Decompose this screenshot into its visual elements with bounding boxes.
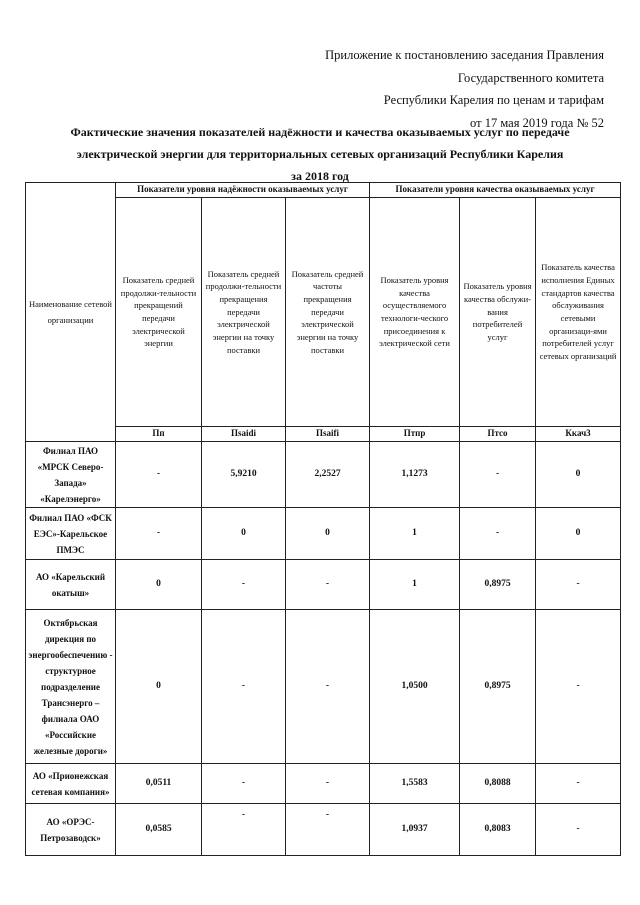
table-row bbox=[26, 560, 621, 610]
value-cell: 0,8083 bbox=[460, 804, 536, 856]
title-line-3: за 2018 год bbox=[291, 169, 349, 183]
value-cell: - bbox=[116, 442, 202, 508]
value-cell: - bbox=[286, 610, 370, 764]
quality-group-header: Показатели уровня качества оказываемых услуг bbox=[370, 183, 621, 198]
value-cell: 1,0937 bbox=[370, 804, 460, 856]
table-row bbox=[26, 610, 621, 764]
value-cell: 2,2527 bbox=[286, 442, 370, 508]
appendix-line-4: от 17 мая 2019 года № 52 bbox=[470, 115, 604, 130]
value-cell: 0,8975 bbox=[460, 610, 536, 764]
value-cell: - bbox=[460, 442, 536, 508]
value-cell: 0 bbox=[536, 442, 621, 508]
appendix-line-3: Республики Карелия по ценам и тарифам bbox=[383, 93, 604, 107]
value-cell: - bbox=[536, 610, 621, 764]
org-name: Октябрьская дирекция по энергообеспечению - структурное подразделение Трансэнерго – филиала ОАО «Российские железные дороги» bbox=[26, 610, 116, 764]
value-cell: 0,8088 bbox=[460, 764, 536, 804]
title-line-1: Фактические значения показателей надёжности и качества оказываемых услуг по передаче bbox=[70, 125, 570, 139]
value-cell: 1,5583 bbox=[370, 764, 460, 804]
value-cell: 0,0585 bbox=[116, 804, 202, 856]
org-name: Филиал ПАО «ФСК ЕЭС»-Карельское ПМЭС bbox=[26, 508, 116, 560]
value-cell: 0 bbox=[536, 508, 621, 560]
value-cell: 0,0511 bbox=[116, 764, 202, 804]
value-cell: - bbox=[286, 560, 370, 610]
org-name: АО «ОРЭС-Петрозаводск» bbox=[26, 804, 116, 856]
org-name: АО «Прионежская сетевая компания» bbox=[26, 764, 116, 804]
value-cell: - bbox=[202, 560, 286, 610]
indicator-header: Показатель уровня качества обслужи-вания потребителей услуг bbox=[460, 198, 536, 427]
indicator-header: Показатель средней частоты прекращения передачи электрической энергии на точку поставки bbox=[286, 198, 370, 427]
value-cell: - bbox=[286, 804, 370, 856]
table-row bbox=[26, 804, 621, 856]
value-cell: 0 bbox=[116, 610, 202, 764]
value-cell: - bbox=[202, 764, 286, 804]
indicator-header: Показатель качества исполнения Единых стандартов качества обслуживания сетевыми организаци-ями потребителей услуг сетевых организаций bbox=[536, 198, 621, 427]
indicator-code: Ккач3 bbox=[536, 427, 621, 442]
reliability-group-header: Показатели уровня надёжности оказываемых услуг bbox=[116, 183, 370, 198]
value-cell: 0 bbox=[202, 508, 286, 560]
value-cell: - bbox=[116, 508, 202, 560]
value-cell: - bbox=[202, 610, 286, 764]
value-cell: - bbox=[536, 804, 621, 856]
value-cell: 0 bbox=[286, 508, 370, 560]
indicator-header: Показатель уровня качества осуществляемого технологи-ческого присоединения к электрической сети bbox=[370, 198, 460, 427]
value-cell: - bbox=[460, 508, 536, 560]
value-cell: - bbox=[536, 764, 621, 804]
document-title bbox=[40, 121, 600, 187]
indicator-header: Показатель средней продолжи-тельности прекращений передачи электрической энергии bbox=[116, 198, 202, 427]
org-name-header: Наименование сетевой организации bbox=[26, 183, 116, 442]
title-line-2: электрической энергии для территориальных сетевых организаций Республики Карелия bbox=[76, 147, 564, 161]
table-row bbox=[26, 442, 621, 508]
table-row bbox=[26, 764, 621, 804]
value-cell: - bbox=[202, 804, 286, 856]
value-cell: - bbox=[536, 560, 621, 610]
indicator-code: Птпр bbox=[370, 427, 460, 442]
org-name: АО «Карельский окатыш» bbox=[26, 560, 116, 610]
value-cell: 1,1273 bbox=[370, 442, 460, 508]
indicator-code: Пsaidi bbox=[202, 427, 286, 442]
appendix-line-2: Государственного комитета bbox=[457, 70, 604, 85]
indicator-code: Птсо bbox=[460, 427, 536, 442]
value-cell: 1 bbox=[370, 508, 460, 560]
value-cell: - bbox=[286, 764, 370, 804]
value-cell: 1 bbox=[370, 560, 460, 610]
org-name: Филиал ПАО «МРСК Северо-Запада» «Карелэнерго» bbox=[26, 442, 116, 508]
value-cell: 5,9210 bbox=[202, 442, 286, 508]
value-cell: 0,8975 bbox=[460, 560, 536, 610]
table-row bbox=[26, 508, 621, 560]
indicator-code: Пsaifi bbox=[286, 427, 370, 442]
indicator-code: Пп bbox=[116, 427, 202, 442]
indicators-table bbox=[25, 182, 621, 856]
value-cell: 1,0500 bbox=[370, 610, 460, 764]
indicator-header: Показатель средней продолжи-тельности прекращения передачи электрической энергии на точку поставки bbox=[202, 198, 286, 427]
value-cell: 0 bbox=[116, 560, 202, 610]
appendix-line-1: Приложение к постановлению заседания Правления bbox=[325, 48, 604, 62]
